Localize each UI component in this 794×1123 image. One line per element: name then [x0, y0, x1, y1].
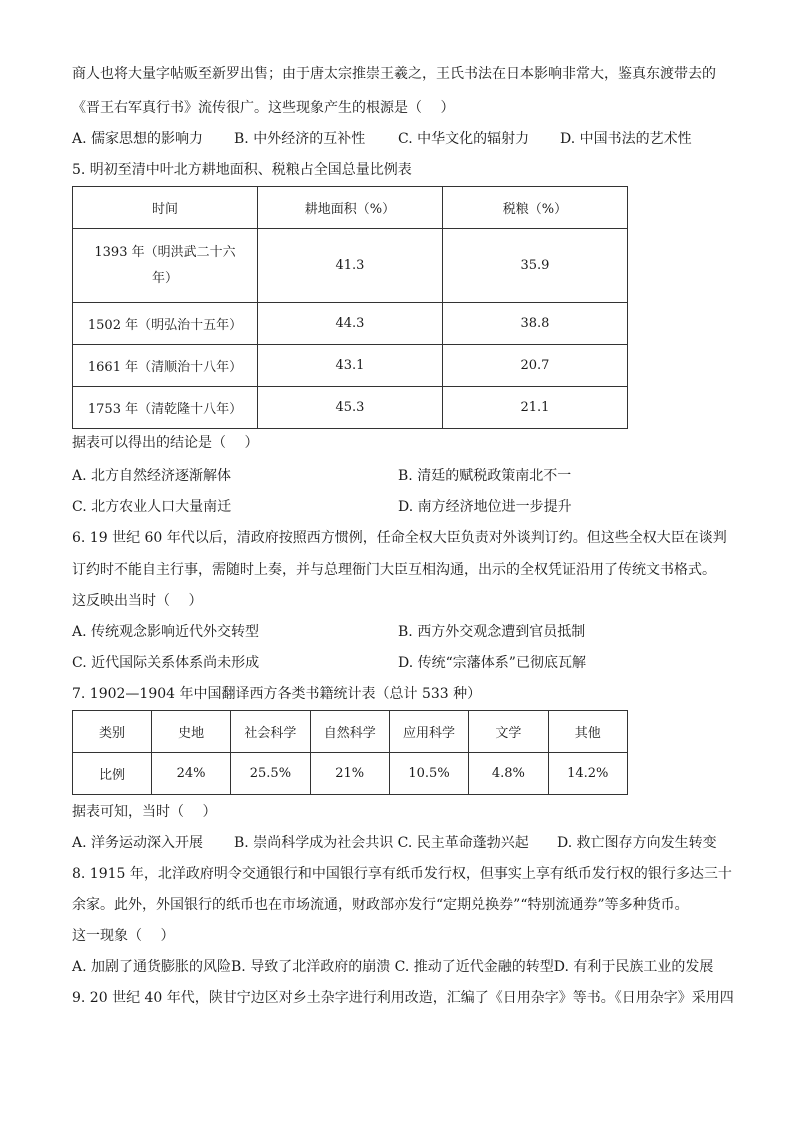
q6-option-b: B. 西方外交观念遭到官员抵制 [398, 624, 586, 640]
q5-title: 5. 明初至清中叶北方耕地面积、税粮占全国总量比例表 [72, 162, 412, 178]
q5-option-b: B. 清廷的赋税政策南北不一 [398, 468, 572, 484]
table-header-cell: 耕地面积（%） [257, 187, 442, 229]
table-cell: 35.9 [442, 229, 627, 303]
table-row [73, 229, 628, 303]
q9-line-1: 9. 20 世纪 40 年代，陕甘宁边区对乡土杂字进行利用改造，汇编了《日用杂字》等书。《日用杂字》采用四 [72, 990, 734, 1006]
table-cell: 比例 [73, 753, 152, 795]
q7-question: 据表可知，当时（ ） [72, 804, 217, 820]
table-row [73, 345, 628, 387]
table-cell: 25.5% [231, 753, 310, 795]
table-cell: 21% [310, 753, 389, 795]
q5-question: 据表可以得出的结论是（ ） [72, 435, 259, 451]
q6-line-3: 这反映出当时（ ） [72, 593, 203, 609]
table-header-cell: 史地 [151, 711, 230, 753]
q6-option-a: A. 传统观念影响近代外交转型 [72, 624, 260, 640]
table-header-row [73, 187, 628, 229]
q7-option-bc: B. 崇尚科学成为社会共识 C. 民主革命蓬勃兴起 [234, 835, 529, 851]
q7-title: 7. 1902—1904 年中国翻译西方各类书籍统计表（总计 533 种） [72, 686, 482, 702]
q7-option-d: D. 救亡图存方向发生转变 [557, 835, 717, 851]
table-header-cell: 其他 [548, 711, 627, 753]
table-header-cell: 社会科学 [231, 711, 310, 753]
table-header-cell: 时间 [73, 187, 258, 229]
table-header-cell: 类别 [73, 711, 152, 753]
table-row [73, 303, 628, 345]
intro-line-2: 《晋王右军真行书》流传很广。这些现象产生的根源是（ ） [72, 100, 455, 116]
intro-line-1: 商人也将大量字帖贩至新罗出售；由于唐太宗推崇王羲之，王氏书法在日本影响非常大，鉴真东渡带去的 [72, 66, 716, 82]
q6-option-d: D. 传统“宗藩体系”已彻底瓦解 [398, 655, 586, 671]
table-cell: 44.3 [257, 303, 442, 345]
q7-table [72, 710, 628, 795]
table-cell: 20.7 [442, 345, 627, 387]
table-row [73, 753, 628, 795]
table-header-cell: 文学 [469, 711, 548, 753]
q5-option-a: A. 北方自然经济逐渐解体 [72, 468, 232, 484]
table-cell: 1753 年（清乾隆十八年） [73, 387, 258, 429]
table-header-cell: 税粮（%） [442, 187, 627, 229]
table-cell: 41.3 [257, 229, 442, 303]
table-cell: 1502 年（明弘治十五年） [73, 303, 258, 345]
intro-option-a: A. 儒家思想的影响力 [72, 131, 204, 147]
q8-line-2: 余家。此外，外国银行的纸币也在市场流通，财政部亦发行“定期兑换券”“特别流通券”等多种货币。 [72, 897, 689, 913]
table-cell [73, 229, 258, 303]
table-cell: 10.5% [389, 753, 468, 795]
table-row [73, 387, 628, 429]
q8-line-1: 8. 1915 年，北洋政府明令交通银行和中国银行享有纸币发行权，但事实上享有纸币发行权的银行多达三十 [72, 866, 732, 882]
table-cell: 14.2% [548, 753, 627, 795]
q7-option-a: A. 洋务运动深入开展 [72, 835, 204, 851]
table-header-row [73, 711, 628, 753]
table-cell: 24% [151, 753, 230, 795]
intro-option-c: C. 中华文化的辐射力 [398, 131, 530, 147]
table-header-cell: 应用科学 [389, 711, 468, 753]
table-cell: 4.8% [469, 753, 548, 795]
q6-line-2: 订约时不能自主行事，需随时上奏，并与总理衙门大臣互相沟通，出示的全权凭证沿用了传统文书格式。 [72, 562, 716, 578]
table-cell: 1661 年（清顺治十八年） [73, 345, 258, 387]
q5-table [72, 186, 628, 429]
table-cell: 45.3 [257, 387, 442, 429]
cell-line: 年） [151, 270, 178, 286]
q5-option-c: C. 北方农业人口大量南迁 [72, 499, 232, 515]
intro-option-d: D. 中国书法的艺术性 [560, 131, 692, 147]
table-cell: 38.8 [442, 303, 627, 345]
q6-line-1: 6. 19 世纪 60 年代以后，清政府按照西方惯例，任命全权大臣负责对外谈判订约。但这些全权大臣在谈判 [72, 530, 727, 546]
table-cell: 43.1 [257, 345, 442, 387]
q6-option-c: C. 近代国际关系体系尚未形成 [72, 655, 260, 671]
q8-line-3: 这一现象（ ） [72, 928, 175, 944]
q8-options: A. 加剧了通货膨胀的风险B. 导致了北洋政府的崩溃 C. 推动了近代金融的转型D. 有利于民族工业的发展 [72, 959, 714, 975]
q5-option-d: D. 南方经济地位进一步提升 [398, 499, 572, 515]
table-header-cell: 自然科学 [310, 711, 389, 753]
table-cell: 21.1 [442, 387, 627, 429]
intro-option-b: B. 中外经济的互补性 [234, 131, 366, 147]
cell-line: 1393 年（明洪武二十六 [94, 244, 236, 260]
